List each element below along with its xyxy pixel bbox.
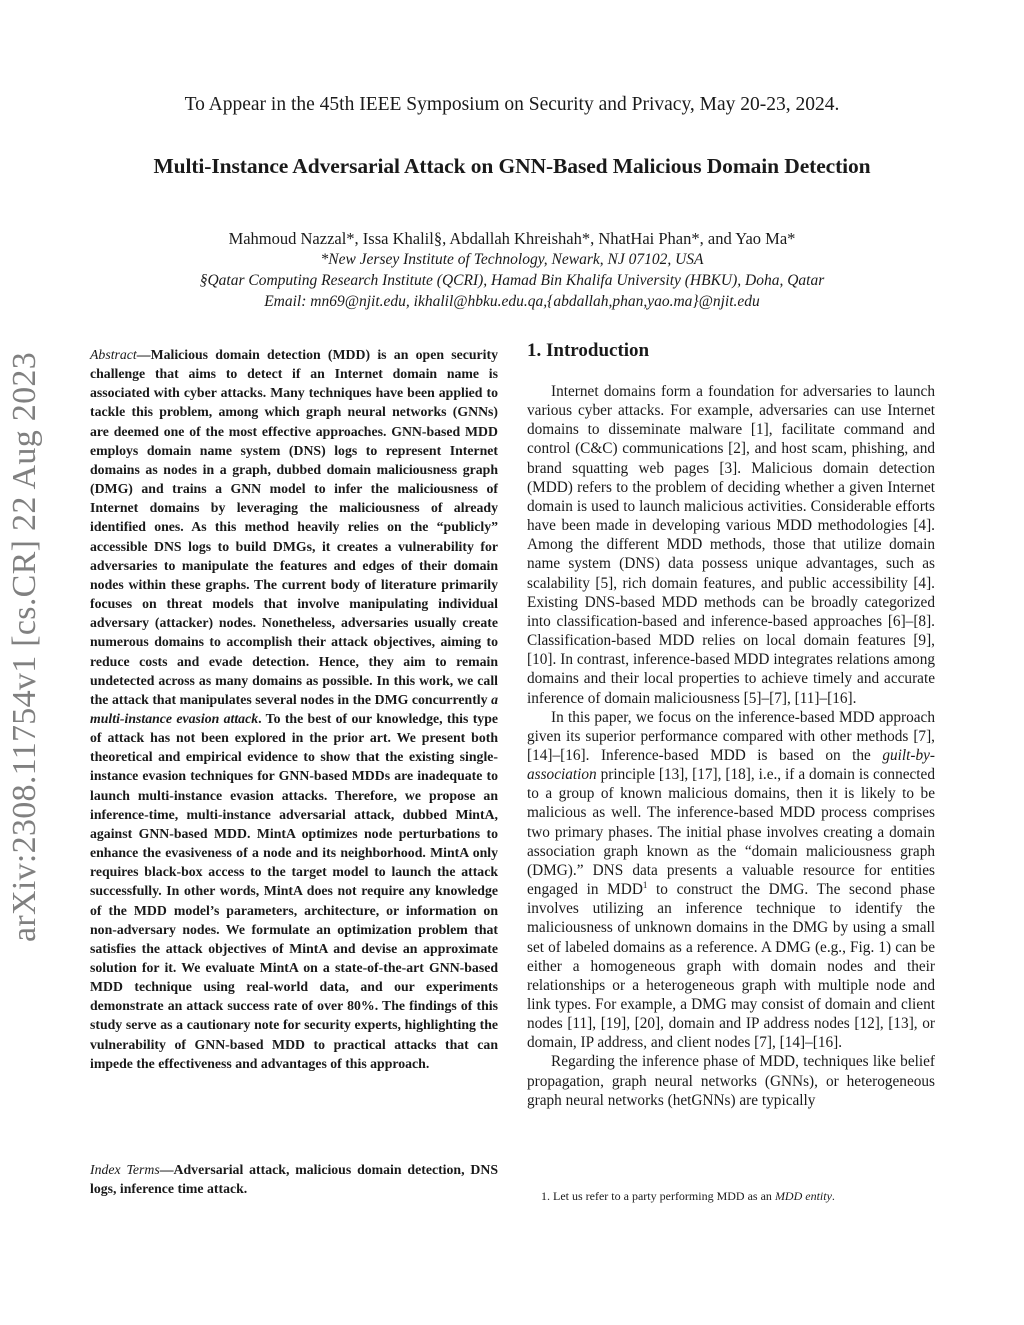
venue-line: To Appear in the 45th IEEE Symposium on Security and Privacy, May 20-23, 2024. <box>184 94 840 115</box>
abstract-text-part1: —Malicious domain detection (MDD) is an open security challenge that aims to detect if an Internet domain name is associated with cyber attacks. Many techniques have been applied to tackle this problem, among which graph neural networks (GNNs) are deemed one of the most effective approaches. GNN-based MDD employs domain name system (DNS) logs to represent Internet domains as nodes in a graph, dubbed domain maliciousness graph (DMG) and trains a GNN model to infer the maliciousness of Internet domains by leveraging the maliciousness of already identified ones. As this method heavily relies on the “publicly” accessible DNS logs to build DMGs, it creates a vulnerability for adversaries to manipulate the features and edges of their domain nodes within these graphs. The current body of literature primarily focuses on threat models that involve manipulating individual adversary (attacker) nodes. Nonetheless, adversaries usually create numerous domains to accomplish their attack objectives, aiming to reduce costs and evade detection. Hence, they aim to remain undetected across as many domains as possible. In this work, we call the attack that manipulates several nodes in the DMG concurrently <box>90 347 498 707</box>
intro-paragraph-3: Regarding the inference phase of MDD, techniques like belief propagation, graph neural networks (GNNs), or heterogeneous graph neural networks (hetGNNs) are typically <box>527 1053 935 1109</box>
intro-p2-text-b: principle [13], [17], [18], i.e., if a domain is connected to a group of known malicious domains, then it is likely to be malicious as well. The inference-based MDD process comprises two primary phases. The initial phase involves creating a domain association graph known as the “domain maliciousness graph (DMG).” DNS data presents a valuable resource for entities engaged in MDD <box>527 766 935 899</box>
abstract <box>90 345 498 1073</box>
affiliation-qcri: §Qatar Computing Research Institute (QCRI), Hamad Bin Khalifa University (HBKU), Doha, Qatar <box>199 272 825 289</box>
index-terms <box>90 1160 498 1198</box>
footnote-end: . <box>831 1189 835 1203</box>
author-emails: Email: mn69@njit.edu, ikhalil@hbku.edu.qa,{abdallah,phan,yao.ma}@njit.edu <box>264 293 760 310</box>
affiliation-njit: *New Jersey Institute of Technology, Newark, NJ 07102, USA <box>320 251 704 268</box>
abstract-emphasis: a multi-instance evasion attack <box>90 691 498 726</box>
paper-title: Multi-Instance Adversarial Attack on GNN-Based Malicious Domain Detection <box>153 154 871 178</box>
footnote-marker: 1 <box>642 879 648 890</box>
index-terms-text: —Adversarial attack, malicious domain detection, DNS logs, inference time attack. <box>90 1162 498 1197</box>
footnote-text: 1. Let us refer to a party performing MDD as an <box>541 1189 775 1203</box>
introduction-body <box>527 382 935 1110</box>
section-heading-introduction: 1. Introduction <box>527 340 650 361</box>
abstract-text-part2: . To the best of our knowledge, this type of attack has not been explored in the prior art. We present both theoretical and empirical evidence to show that the existing single-instance evasion techniques for GNN-based MDDs are inadequate to launch multi-instance evasion attacks. Therefore, we propose an inference-time, multi-instance adversarial attack, dubbed MintA, against GNN-based MDD. MintA optimizes node perturbations to enhance the evasiveness of a node and its neighborhood. MintA only requires black-box access to the target model to launch the attack successfully. In other words, MintA does not require any knowledge of the MDD model’s parameters, architecture, or information on non-adversary nodes. We formulate an optimization problem that satisfies the attack objectives of MintA and devise an approximate solution for it. We evaluate MintA on a state-of-the-art GNN-based MDD technique using real-world data, and our experiments demonstrate an attack success rate of over 80%. The findings of this study serve as a cautionary note for security experts, highlighting the vulnerability of GNN-based MDD to practical attacks that can impede the effectiveness and advantages of this approach. <box>90 710 498 1071</box>
footnote <box>541 1189 941 1204</box>
author-list: Mahmoud Nazzal*, Issa Khalil§, Abdallah Khreishah*, NhatHai Phan*, and Yao Ma* <box>228 229 796 248</box>
intro-p2-text-a: In this paper, we focus on the inference-based MDD approach given its superior performance compared with other methods [7], [14]–[16]. Inference-based MDD is based on the <box>527 708 935 764</box>
arxiv-identifier: arXiv:2308.11754v1 [cs.CR] 22 Aug 2023 <box>6 352 43 942</box>
intro-p2-emphasis: guilt-by-association <box>527 746 935 784</box>
intro-p2-text-c: to construct the DMG. The second phase involves utilizing an inference technique to identify the maliciousness of unknown domains in the DMG by using a small set of labeled domains as a reference. A DMG (e.g., Fig. 1) can be either a homogeneous graph with domain nodes and their relationships or a heterogeneous graph with multiple node and link types. For example, a DMG may consist of domain and client nodes [11], [19], [20], domain and IP address nodes [12], [13], or domain, IP address, and client nodes [7], [14]–[16]. <box>527 881 935 1052</box>
intro-paragraph-1: Internet domains form a foundation for adversaries to launch various cyber attacks. For example, adversaries can use Internet domains to disseminate malware [1], facilitate command and control (C&C) communications [2], and host scam, phishing, and brand squatting web pages [3]. Malicious domain detection (MDD) refers to the problem of deciding whether a given Internet domain is used to launch malicious activities. Considerable efforts have been made in developing various MDD methodologies [4]. Among the different MDD methods, those that utilize domain name system (DNS) data possess unique advantages, such as scalability [5], rich domain features, and public accessibility [4]. Existing DNS-based MDD methods can be broadly categorized into classification-based and inference-based approaches [6]–[8]. Classification-based MDD relies on local domain features [9], [10]. In contrast, inference-based MDD integrates relations among domains and their local properties to achieve timely and accurate inference of domain maliciousness [5]–[7], [11]–[16]. <box>527 383 935 707</box>
abstract-label: Abstract <box>90 347 137 362</box>
intro-paragraph-2 <box>527 708 935 1053</box>
footnote-emphasis: MDD entity <box>774 1189 832 1203</box>
index-terms-label: Index Terms <box>90 1162 160 1177</box>
